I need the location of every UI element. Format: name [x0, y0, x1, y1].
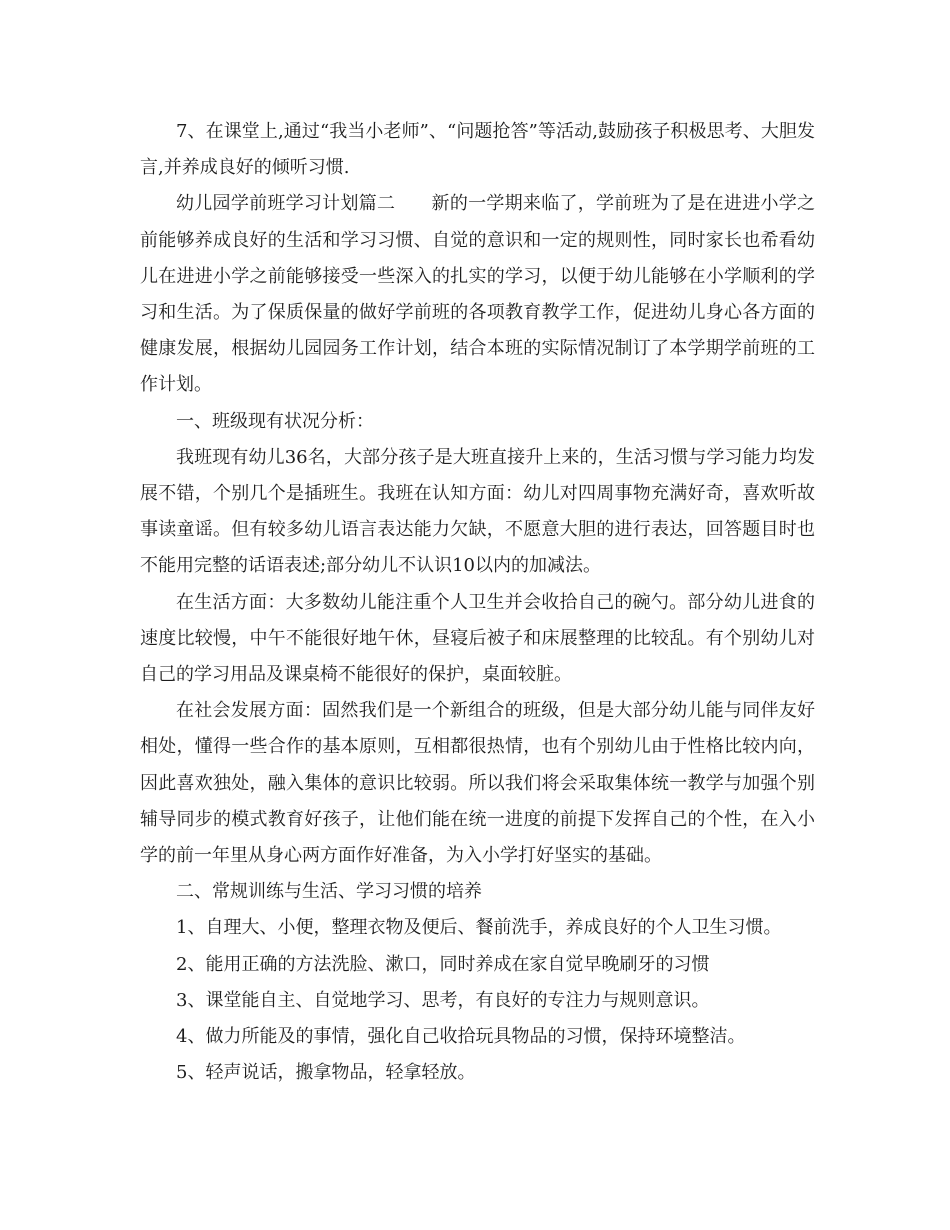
- list-item: 4、做力所能及的事情，强化自己收拾玩具物品的习惯，保持环境整洁。: [176, 1026, 746, 1048]
- list-item: 2、能用正确的方法洗脸、漱口，同时养成在家自觉早晚刷牙的习惯: [176, 953, 710, 975]
- section-intro-paragraph: [140, 186, 815, 403]
- list-item: 1、自理大、小便，整理衣物及便后、餐前洗手，养成良好的个人卫生习惯。: [176, 917, 782, 939]
- heading-routine-training: 二、常规训练与生活、学习习惯的培养: [176, 881, 482, 903]
- paragraph-life: 在生活方面：大多数幼儿能注重个人卫生并会收拾自己的碗勺。部分幼儿进食的速度比较慢，中午不能很好地午休，昼寝后被子和床展整理的比较乱。有个别幼儿对自己的学习用品及课桌椅不能很好的保护，桌面较脏。: [140, 591, 815, 686]
- list-item: 5、轻声说话，搬拿物品，轻拿轻放。: [176, 1062, 476, 1084]
- list-item: 3、课堂能自主、自觉地学习、思考，有良好的专注力与规则意识。: [176, 989, 710, 1011]
- paragraph-item-7: 7、在课堂上,通过“我当小老师”、“问题抢答”等活动,鼓励孩子积极思考、大胆发言,并养成良好的倾听习惯.: [140, 121, 815, 179]
- document-body: [140, 114, 815, 1091]
- paragraph-social: 在社会发展方面：固然我们是一个新组合的班级，但是大部分幼儿能与同伴友好相处，懂得一些合作的基本原则，互相都很热情，也有个别幼儿由于性格比较内向，因此喜欢独处，融入集体的意识比较弱。所以我们将会采取集体统一教学与加强个别辅导同步的模式教育好孩子，让他们能在统一进度的前提下发挥自己的个性，在入小学的前一年里从身心两方面作好准备，为入小学打好坚实的基础。: [140, 700, 815, 867]
- section-title: 幼儿园学前班学习计划篇二: [176, 193, 396, 215]
- heading-class-analysis: 一、班级现有状况分析：: [176, 410, 374, 432]
- paragraph-cognition: 我班现有幼儿36名，大部分孩子是大班直接升上来的，生活习惯与学习能力均发展不错，个别几个是插班生。我班在认知方面：幼儿对四周事物充满好奇，喜欢听故事读童谣。但有较多幼儿语言表达能力欠缺，不愿意大胆的进行表达，回答题目时也不能用完整的话语表述;部分幼儿不认识10以内的加减法。: [140, 446, 815, 577]
- intro-text: 新的一学期来临了，学前班为了是在进进小学之前能够养成良好的生活和学习习惯、自觉的意识和一定的规则性，同时家长也希看幼儿在进进小学之前能够接受一些深入的扎实的学习，以便于幼儿能够在小学顺利的学习和生活。为了保质保量的做好学前班的各项教育教学工作，促进幼儿身心各方面的健康发展，根据幼儿园园务工作计划，结合本班的实际情况制订了本学期学前班的工作计划。: [140, 193, 816, 396]
